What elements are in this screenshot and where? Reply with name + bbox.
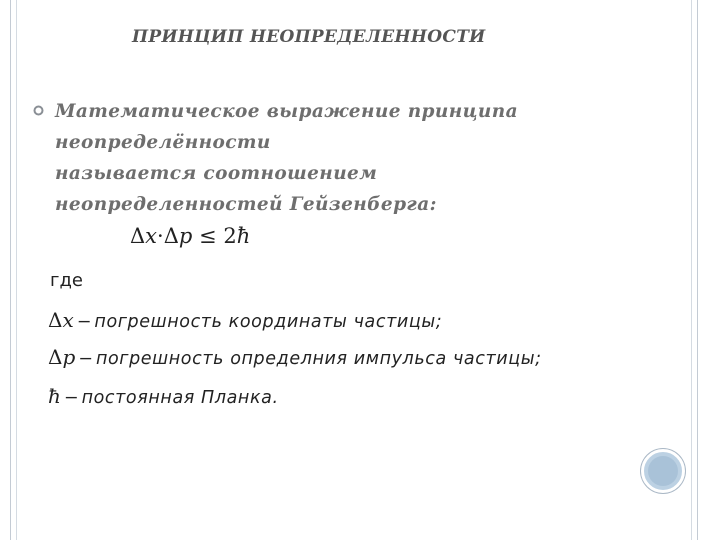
definition-symbol: Δx: [48, 308, 74, 332]
definition-symbol: ħ: [48, 384, 61, 408]
intro-paragraph: [55, 96, 595, 220]
formula-delta: Δ: [163, 224, 179, 248]
slide-frame-inner: [16, 0, 692, 540]
intro-line: называется соотношением: [55, 163, 378, 184]
formula-two: 2: [223, 224, 237, 248]
intro-line: Математическое выражение принципа: [55, 101, 518, 122]
definition-text: погрешность определния импульса частицы;: [95, 349, 542, 369]
formula-hbar: ħ: [236, 224, 251, 248]
definition-line: [48, 308, 442, 332]
definition-dash: −: [78, 349, 93, 369]
definition-dash: −: [63, 388, 79, 408]
definition-line: [48, 345, 542, 369]
formula-x: x: [145, 224, 158, 248]
definition-text: постоянная Планка.: [81, 388, 279, 408]
heisenberg-formula: [130, 224, 250, 248]
definition-dash: −: [76, 312, 92, 332]
intro-line: неопределенностей Гейзенберга:: [55, 194, 437, 215]
formula-relation: ≤: [199, 224, 217, 248]
ring-bullet-icon: [33, 105, 44, 116]
definition-text: погрешность координаты частицы;: [94, 312, 443, 332]
formula-p: p: [178, 224, 193, 248]
circle-decoration-inner: [648, 456, 678, 486]
circle-decoration: [641, 449, 685, 493]
formula-delta: Δ: [130, 224, 146, 248]
formula-dot: ·: [157, 224, 164, 248]
where-label: где: [50, 270, 83, 291]
definition-symbol: Δp: [48, 345, 76, 369]
definition-line: [48, 384, 279, 408]
intro-line: неопределённости: [55, 132, 271, 153]
slide-title: ПРИНЦИП НЕОПРЕДЕЛЕННОСТИ: [132, 27, 486, 47]
